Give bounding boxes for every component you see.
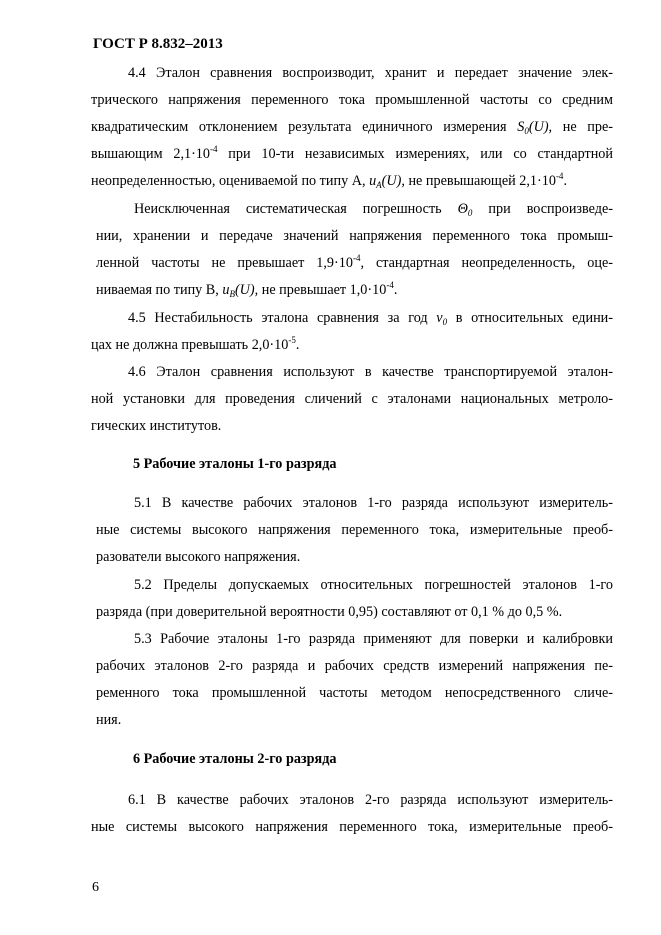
paragraph-4-4-line-5: неопределенностью, оцениваемой по типу А, $u_A(U)$, не превышающей $2,1\cdot 10^{-4}$. xyxy=(91,171,567,190)
paragraph-4-6-line-3: гических институтов. xyxy=(91,418,222,434)
paragraph-5-1-line-1: 5.1 В качестве рабочих эталонов 1-го разряда используют измеритель- xyxy=(134,495,613,511)
paragraph-4-6-line-2: ной установки для проведения сличений с эталонами национальных метроло- xyxy=(91,391,613,407)
symbol-theta0: $\Theta_0$ xyxy=(457,201,473,218)
section-6-heading: 6 Рабочие эталоны 2-го разряда xyxy=(133,751,337,767)
paragraph-4-5-line-1: 4.5 Нестабильность эталона сравнения за год $\nu_0$ в относительных едини- xyxy=(128,310,613,327)
paragraph-theta-line-2: нии, хранении и передаче значений напряжения переменного тока промыш- xyxy=(96,228,613,244)
symbol-ua: $u_A(U)$, xyxy=(369,173,405,190)
paragraph-4-4-line-2: трического напряжения переменного тока промышленной частоты со средним xyxy=(91,92,613,108)
paragraph-theta-line-1: Неисключенная систематическая погрешность $\Theta_0$ при воспроизведе- xyxy=(134,201,613,218)
symbol-ub: $u_B(U)$, xyxy=(222,282,259,299)
symbol-nu0: $\nu_0$ xyxy=(436,310,448,327)
paragraph-4-4-line-1: 4.4 Эталон сравнения воспроизводит, хранит и передает значение элек- xyxy=(128,65,613,81)
section-5-heading: 5 Рабочие эталоны 1-го разряда xyxy=(133,456,337,472)
paragraph-4-4-line-3: квадратическим отклонением результата единичного измерения $S_0(U)$, не пре- xyxy=(91,119,613,136)
paragraph-5-3-line-2: рабочих эталонов 2-го разряда и рабочих средств измерений напряжения пе- xyxy=(96,658,613,674)
paragraph-5-3-line-3: ременного тока промышленной частоты методом непосредственного сличе- xyxy=(96,685,613,701)
paragraph-6-1-line-1: 6.1 В качестве рабочих эталонов 2-го разряда используют измеритель- xyxy=(128,792,613,808)
paragraph-5-1-line-2: ные системы высокого напряжения переменного тока, измерительные преоб- xyxy=(96,522,613,538)
paragraph-4-6-line-1: 4.6 Эталон сравнения используют в качестве транспортируемой эталон- xyxy=(128,364,613,380)
paragraph-5-2-line-1: 5.2 Пределы допускаемых относительных погрешностей эталонов 1-го xyxy=(134,577,613,593)
paragraph-4-5-line-2: цах не должна превышать $2,0\cdot 10^{-5}$. xyxy=(91,335,300,353)
paragraph-6-1-line-2: ные системы высокого напряжения переменного тока, измерительные преоб- xyxy=(91,819,613,835)
paragraph-theta-line-3: ленной частоты не превышает $1,9\cdot 10^{-4}$, стандартная неопределенность, оце- xyxy=(96,253,614,271)
paragraph-4-4-line-4: вышающим $2,1\cdot 10^{-4}$ при 10-ти независимых измерениях, или со стандартной xyxy=(91,144,613,162)
paragraph-5-3-line-1: 5.3 Рабочие эталоны 1-го разряда применяют для поверки и калибровки xyxy=(134,631,613,647)
paragraph-theta-line-4: ниваемая по типу В, $u_B(U)$, не превышает $1,0\cdot 10^{-4}$. xyxy=(96,280,398,299)
document-header: ГОСТ Р 8.832–2013 xyxy=(93,36,223,52)
paragraph-5-1-line-3: разователи высокого напряжения. xyxy=(96,549,301,565)
paragraph-5-2-line-2: разряда (при доверительной вероятности 0,95) составляют от 0,1 % до 0,5 %. xyxy=(96,604,563,620)
paragraph-5-3-line-4: ния. xyxy=(96,712,122,728)
page-number: 6 xyxy=(92,880,99,895)
symbol-s0: $S_0(U)$, xyxy=(517,119,553,136)
